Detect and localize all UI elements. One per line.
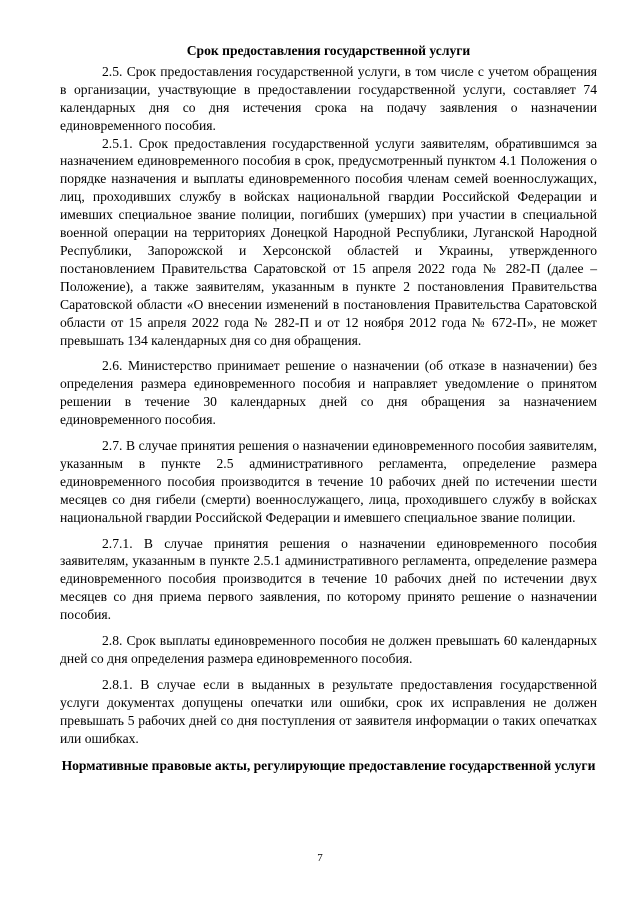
paragraph-2-7: 2.7. В случае принятия решения о назначении единовременного пособия заявителям, указанным в пункте 2.5 административного регламента, определение размера единовременного пособия производится в течение 10 рабочих дней по истечении шести месяцев со дня гибели (смерти) военнослужащего, лица, проходившего службу в войсках национальной гвардии Российской Федерации и имевшего специальное звание полиции. <box>60 438 597 525</box>
document-page <box>60 42 597 774</box>
paragraph-2-6: 2.6. Министерство принимает решение о назначении (об отказе в назначении) без определения размера единовременного пособия и направляет уведомление о принятом решении в течение 30 календарных дней со дня обращения за назначением единовременного пособия. <box>60 358 597 428</box>
paragraph-2-7-1: 2.7.1. В случае принятия решения о назначении единовременного пособия заявителям, указанным в пункте 2.5.1 административного регламента, определение размера единовременного пособия производится в течение 10 рабочих дней по истечении двух месяцев со дня приема первого заявления, по которому принято решение о назначении пособия. <box>60 535 597 623</box>
section-heading-normative-acts: Нормативные правовые акты, регулирующие предоставление государственной услуги <box>61 757 596 773</box>
paragraph-2-5: 2.5. Срок предоставления государственной услуги, в том числе с учетом обращения в организации, участвующие в предоставлении государственной услуги, составляет 74 календарных дня со дня истечения срока на подачу заявления о назначении единовременного пособия. <box>60 63 597 133</box>
page-number: 7 <box>317 852 323 864</box>
paragraph-2-5-1: 2.5.1. Срок предоставления государственной услуги заявителям, обратившимся за назначением единовременного пособия в срок, предусмотренный пунктом 4.1 Положения о порядке назначения и выплаты единовременного пособия членам семей военнослужащих, лиц, проходивших службу в войсках национальной гвардии Российской Федерации и имевших специальное звание полиции, погибших (умерших) при участии в специальной военной операции на территориях Донецкой Народной Республики, Луганской Народной Республики, Запорожской и Херсонской областей и Украины, утвержденного постановлением Правительства Саратовской от 15 апреля 2022 года № 282-П (далее – Положение), а также заявителям, указанным в пункте 2 постановления Правительства Саратовской области «О внесении изменений в постановления Правительства Саратовской области от 15 апреля 2022 года № 282-П и от 12 ноября 2012 года № 672-П», не может превышать 134 календарных дня со дня обращения. <box>60 135 597 348</box>
paragraph-2-8: 2.8. Срок выплаты единовременного пособия не должен превышать 60 календарных дней со дня определения размера единовременного пособия. <box>60 633 597 666</box>
section-title: Срок предоставления государственной услуги <box>186 43 471 58</box>
paragraph-2-8-1: 2.8.1. В случае если в выданных в результате предоставления государственной услуги документах допущены опечатки или ошибки, срок их исправления не должен превышать 5 рабочих дней со дня поступления от заявителя информации о таких опечатках или ошибках. <box>60 676 597 746</box>
